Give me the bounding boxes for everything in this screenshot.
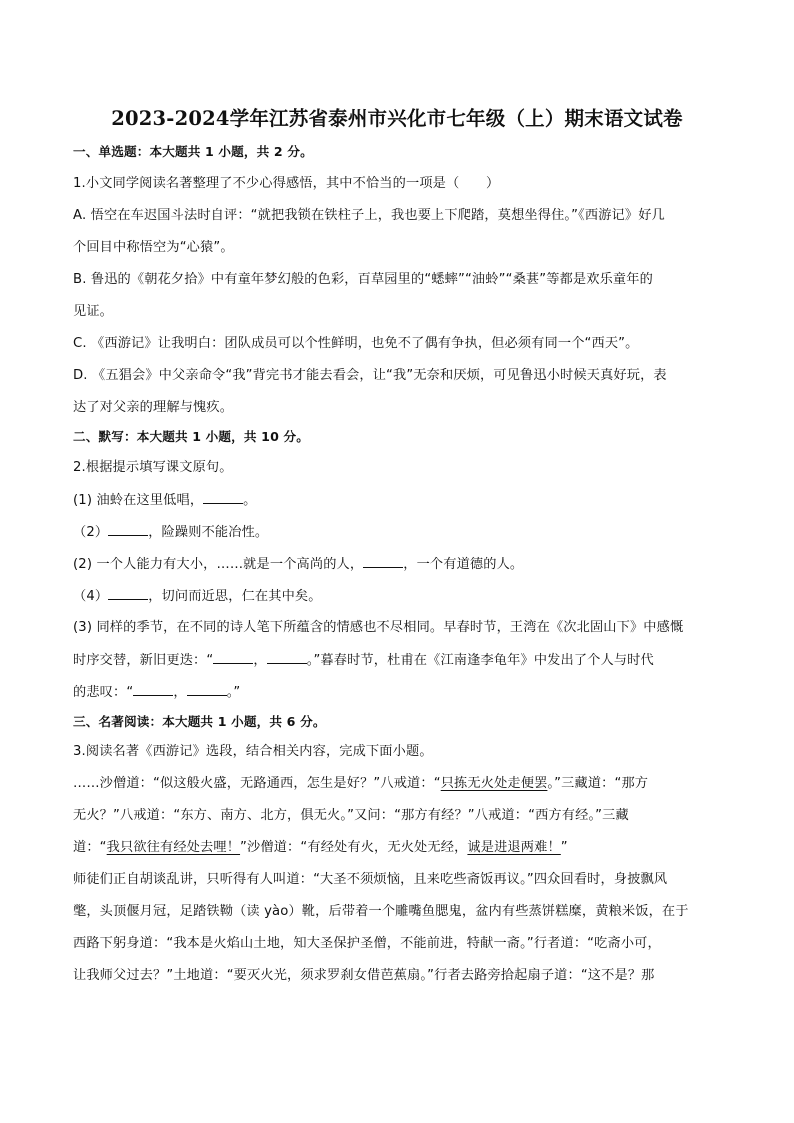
passage-line-4: 师徒们正自胡谈乱讲，只听得有人叫道：“大圣不须烦恼，且来吃些斋饭再议。”四众回看时，身披飘风 — [73, 872, 668, 887]
answer-blank[interactable] — [363, 555, 403, 568]
underlined-phrase: 我只欲往有经处去哩！ — [106, 840, 241, 855]
option-a-line-2: 个回目中称悟空为“心猿”。 — [73, 240, 234, 255]
dictation-item-5-line-1: (3) 同样的季节，在不同的诗人笔下所蕴含的情感也不尽相同。早春时节，王湾在《次北固山下》中感慨 — [73, 620, 684, 635]
option-b-line-2: 见证。 — [73, 304, 114, 319]
option-d-line-2: 达了对父亲的理解与愧疚。 — [73, 400, 234, 415]
question-2-stem: 2.根据提示填写课文原句。 — [73, 460, 233, 475]
passage-line-5: 氅，头顶偃月冠，足踏铁靿（读 yào）靴，后带着一个雕嘴鱼腮鬼，盆内有些蒸饼糕糜，黄粮米饭，在于 — [73, 904, 689, 919]
option-a-line-1: A. 悟空在车迟国斗法时自评：“就把我锁在铁柱子上，我也要上下爬踏，莫想坐得住。”《西游记》好几 — [73, 208, 665, 223]
section-heading-dictation: 二、默写：本大题共 1 小题，共 10 分。 — [73, 429, 310, 444]
page-title: 2023-2024学年江苏省泰州市兴化市七年级（上）期末语文试卷 — [111, 107, 683, 130]
passage-line-6: 西路下躬身道：“我本是火焰山土地，知大圣保护圣僧，不能前进，特献一斋。”行者道：“吃斋小可， — [73, 936, 661, 951]
section-heading-single-choice: 一、单选题：本大题共 1 小题，共 2 分。 — [73, 144, 313, 159]
option-c: C. 《西游记》让我明白：团队成员可以个性鲜明，也免不了偶有争执，但必须有同一个“西天”。 — [73, 336, 639, 351]
option-d-line-1: D. 《五猖会》中父亲命令“我”背完书才能去看会，让“我”无奈和厌烦，可见鲁迅小时候天真好玩，表 — [73, 368, 667, 383]
answer-blank[interactable] — [133, 683, 173, 696]
answer-blank[interactable] — [108, 523, 148, 536]
passage-line-1: ……沙僧道：“似这般火盛，无路通西，怎生是好？”八戒道：“只拣无火处走便罢。”三藏道：“那方 — [73, 776, 649, 791]
underlined-phrase: 只拣无火处走便罢 — [440, 776, 548, 791]
answer-blank[interactable] — [108, 587, 148, 600]
answer-blank[interactable] — [187, 683, 227, 696]
dictation-item-1: (1) 油蛉在这里低唱， 。 — [73, 493, 257, 508]
answer-blank[interactable] — [203, 491, 243, 504]
answer-blank[interactable] — [213, 651, 253, 664]
question-3-stem: 3.阅读名著《西游记》选段，结合相关内容，完成下面小题。 — [73, 744, 433, 759]
question-1-stem: 1.小文同学阅读名著整理了不少心得感悟，其中不恰当的一项是（ ） — [73, 176, 500, 191]
passage-line-7: 让我师父过去？”土地道：“要灭火光，须求罗刹女借芭蕉扇。”行者去路旁拾起扇子道：“这不是？那 — [73, 968, 655, 983]
dictation-item-5-line-3: 的悲叹：“ ， 。” — [73, 685, 241, 700]
passage-line-2: 无火？”八戒道：“东方、南方、北方，俱无火。”又问：“那方有经？”八戒道：“西方有经。”三藏 — [73, 808, 629, 823]
dictation-item-2: （2） ，险躁则不能冶性。 — [73, 525, 269, 540]
underlined-phrase: 诚是进退两难！ — [467, 840, 561, 855]
dictation-item-4: （4） ，切问而近思，仁在其中矣。 — [73, 589, 322, 604]
answer-blank[interactable] — [267, 651, 307, 664]
dictation-item-3: (2) 一个人能力有大小，……就是一个高尚的人， ，一个有道德的人。 — [73, 557, 524, 572]
section-heading-classics-reading: 三、名著阅读：本大题共 1 小题，共 6 分。 — [73, 714, 326, 729]
passage-line-3: 道：“我只欲往有经处去哩！”沙僧道：“有经处有火，无火处无经，诚是进退两难！” — [73, 840, 568, 855]
option-b-line-1: B. 鲁迅的《朝花夕拾》中有童年梦幻般的色彩，百草园里的“蟋蟀”“油蛉”“桑葚”等都是欢乐童年的 — [73, 272, 653, 287]
dictation-item-5-line-2: 时序交替，新旧更迭：“ ， 。”暮春时节，杜甫在《江南逢李龟年》中发出了个人与时代 — [73, 653, 654, 668]
